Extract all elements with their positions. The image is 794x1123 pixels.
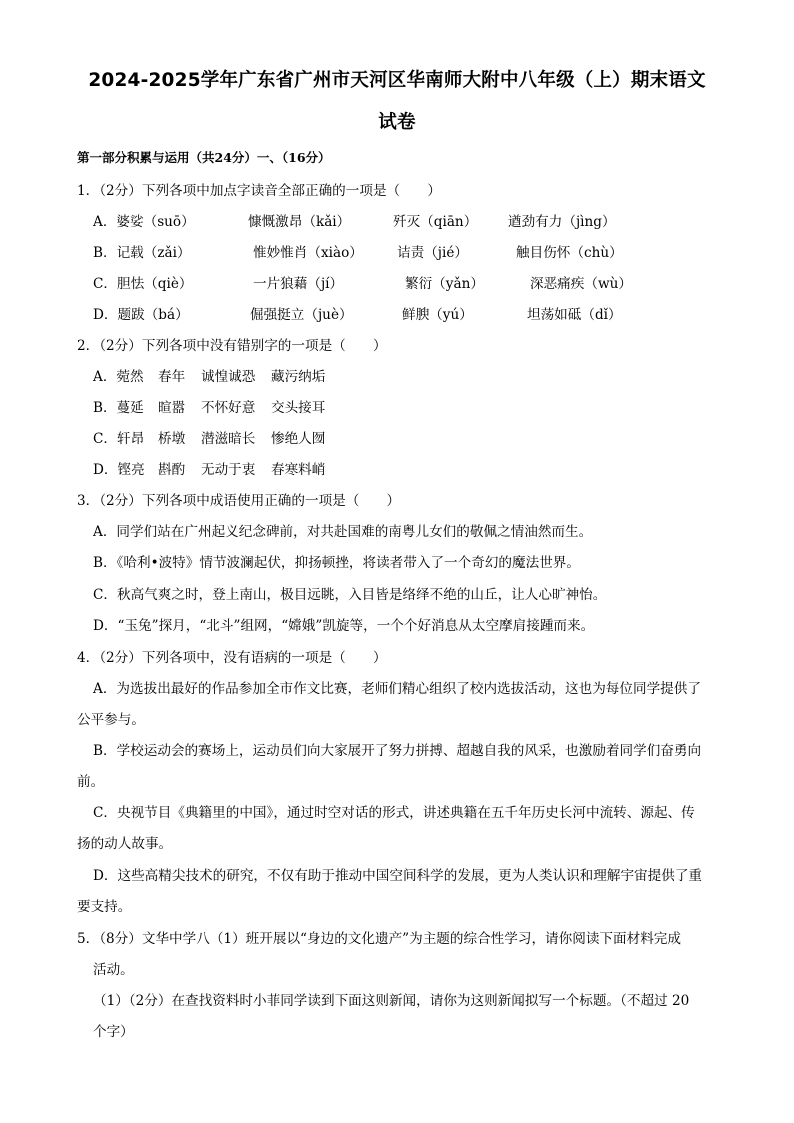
option-item: 春年 [158,369,186,385]
question-3-option-b: B．《哈利•波特》情节波澜起伏，抑扬顿挫，将读者带入了一个奇幻的魔法世界。 [93,555,580,571]
option-item: 繁衍（yǎn） [405,276,484,292]
option-item: 无动于衷 [201,462,256,478]
question-1-option-b [0,241,794,261]
document-title-line-1: 2024-2025学年广东省广州市天河区华南师大附中八年级（上）期末语文 [88,70,706,91]
option-item: 惨绝人囫 [271,431,326,447]
option-item: A．婆娑（suō） [93,214,195,230]
question-4-option-b: B．学校运动会的赛场上，运动员们向大家展开了努力拼搏、超越自我的风采，也激励着同学们奋勇向 [93,743,702,759]
option-item: 斟酌 [158,462,186,478]
question-4-option-c-cont: 扬的动人故事。 [77,836,173,852]
question-4-stem: 4．（2分）下列各项中，没有语病的一项是（ ） [77,650,387,666]
question-4-option-d-cont: 要支持。 [77,899,132,915]
question-2-stem: 2．（2分）下列各项中没有错别字的一项是（ ） [77,338,387,354]
option-item: 慷慨激昂（kǎi） [248,214,351,230]
question-4-option-d: D．这些高精尖技术的研究，不仅有助于推动中国空间科学的发展，更为人类认识和理解宇宙提供了重 [93,868,703,884]
question-2-option-c [0,427,794,447]
question-3-option-d: D．“玉兔”探月，“北斗”组网，“嫦娥”凯旋等，一个个好消息从太空摩肩接踵而来。 [93,618,595,634]
question-2-option-d [0,458,794,478]
option-item: D．题跋（bá） [93,307,189,323]
option-item: 诚惶诚恐 [201,369,256,385]
option-item: 交头接耳 [271,400,326,416]
option-item: 倔强挺立（juè） [250,307,353,323]
option-item: 桥墩 [158,431,186,447]
question-5-stem-cont: 活动。 [93,962,134,978]
section-header: 第一部分积累与运用（共24分）一、（16分） [77,150,331,165]
question-1-option-a [0,210,794,230]
question-5-stem: 5．（8分）文华中学八（1）班开展以“身边的文化遗产”为主题的综合性学习，请你阅读下面材料完成 [77,931,681,947]
question-3-stem: 3．（2分）下列各项中成语使用正确的一项是（ ） [77,493,401,509]
option-item: 不怀好意 [201,400,256,416]
option-item: D．铿亮 [93,462,145,478]
question-3-option-a: A．同学们站在广州起义纪念碑前，对共赴国难的南粤儿女们的敬佩之情油然而生。 [93,524,593,540]
option-item: 深恶痛疾（wù） [530,276,632,292]
option-item: 坦荡如砥（dǐ） [527,307,622,323]
question-4-option-c: C．央视节目《典籍里的中国》，通过时空对话的形式，讲述典籍在五千年历史长河中流转、源起、传 [93,805,695,821]
option-item: 藏污纳垢 [271,369,326,385]
option-item: 鲜腴（yú） [402,307,473,323]
question-4-option-a: A．为选拔出最好的作品参加全市作文比赛，老师们精心组织了校内选拔活动，这也为每位同学提供了 [93,681,701,697]
question-4-option-b-cont: 前。 [77,774,105,790]
option-item: 春寒料峭 [271,462,326,478]
question-5-sub-1: （1）（2分）在查找资料时小菲同学读到下面这则新闻，请你为这则新闻拟写一个标题。（不超过 20 [93,993,690,1009]
option-item: 暄嚣 [158,400,186,416]
option-item: A．菀然 [93,369,144,385]
option-item: 歼灭（qiān） [393,214,478,230]
option-item: 潜滋暗长 [201,431,256,447]
document-title-line-2: 试卷 [378,112,416,133]
question-4-option-a-cont: 公平参与。 [77,712,145,728]
option-item: B．蔓延 [93,400,144,416]
question-5-sub-1-cont: 个字） [93,1024,134,1040]
question-2-option-b [0,396,794,416]
question-3-option-c: C．秋高气爽之时，登上南山，极目远眺，入目皆是络绎不绝的山丘，让人心旷神怡。 [93,587,607,603]
option-item: 遒劲有力（jìng） [508,214,616,230]
option-item: C．轩昂 [93,431,145,447]
question-2-option-a [0,365,794,385]
option-item: B．记载（zǎi） [93,245,191,261]
question-1-option-d [0,303,794,323]
option-item: 一片狼藉（jí） [253,276,344,292]
option-item: C．胆怯（qiè） [93,276,193,292]
question-1-option-c [0,272,794,292]
option-item: 惟妙惟肖（xiào） [253,245,363,261]
question-1-stem: 1．（2分）下列各项中加点字读音全部正确的一项是（ ） [77,183,441,199]
option-item: 诘责（jié） [397,245,468,261]
option-item: 触目伤怀（chù） [516,245,623,261]
